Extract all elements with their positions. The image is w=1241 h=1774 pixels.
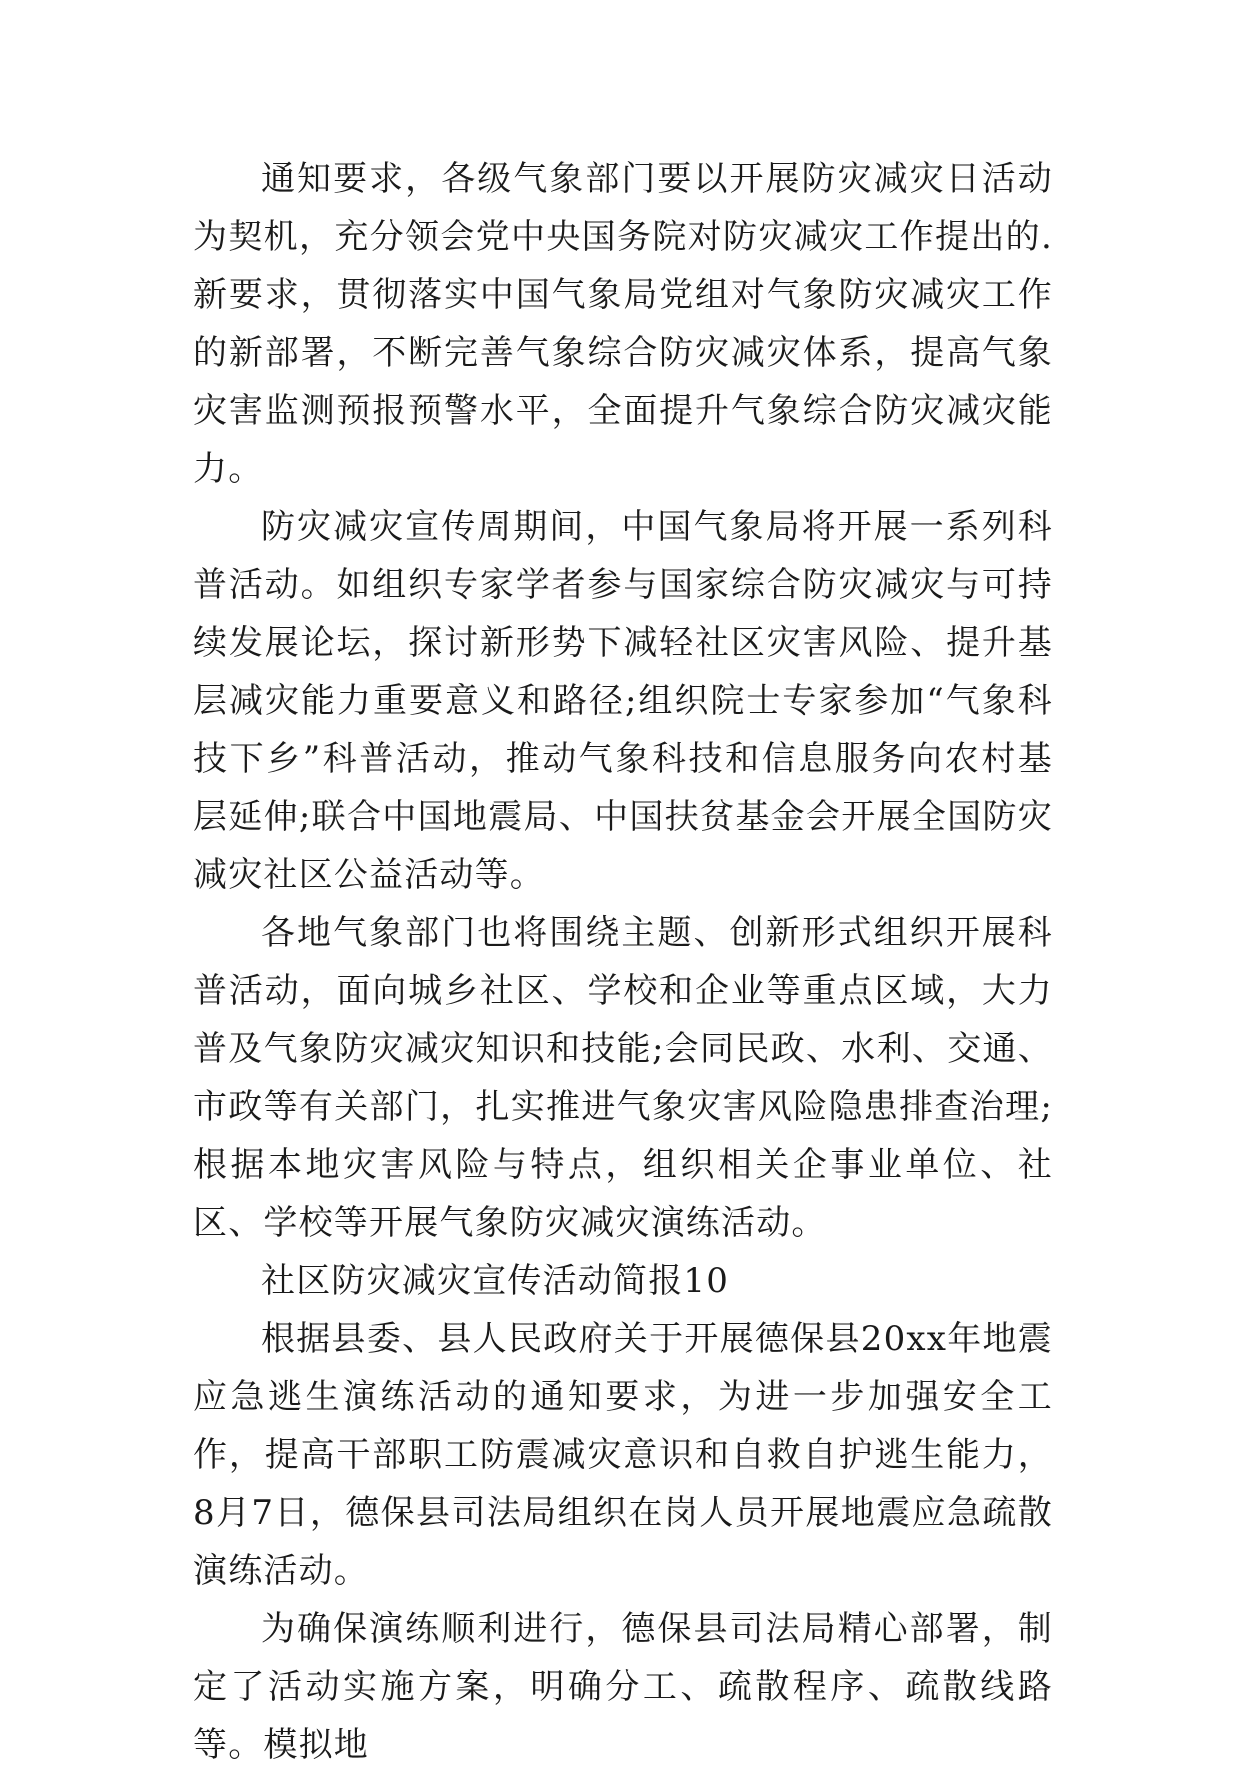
document-body (193, 150, 1053, 1774)
paragraph-notice-requirements: 通知要求，各级气象部门要以开展防灾减灾日活动为契机，充分领会党中央国务院对防灾减灾工作提出的.新要求，贯彻落实中国气象局党组对气象防灾减灾工作的新部署，不断完善气象综合防灾减灾体系，提高气象灾害监测预报预警水平，全面提升气象综合防灾减灾能力。 (193, 159, 1053, 489)
paragraph-publicity-week: 防灾减灾宣传周期间，中国气象局将开展一系列科普活动。如组织专家学者参与国家综合防灾减灾与可持续发展论坛，探讨新形势下减轻社区灾害风险、提升基层减灾能力重要意义和路径;组织院士专家参加“气象科技下乡”科普活动，推动气象科技和信息服务向农村基层延伸;联合中国地震局、中国扶贫基金会开展全国防灾减灾社区公益活动等。 (193, 507, 1053, 895)
paragraph-local-departments: 各地气象部门也将围绕主题、创新形式组织开展科普活动，面向城乡社区、学校和企业等重点区域，大力普及气象防灾减灾知识和技能;会同民政、水利、交通、市政等有关部门，扎实推进气象灾害风险隐患排查治理;根据本地灾害风险与特点，组织相关企事业单位、社区、学校等开展气象防灾减灾演练活动。 (193, 913, 1054, 1243)
section-heading: 社区防灾减灾宣传活动简报10 (261, 1261, 730, 1301)
paragraph-drill-notice: 根据县委、县人民政府关于开展德保县20xx年地震应急逃生演练活动的通知要求，为进一步加强安全工作，提高干部职工防震减灾意识和自救自护逃生能力，8月7日，德保县司法局组织在岗人员开展地震应急疏散演练活动。 (193, 1319, 1053, 1591)
paragraph-drill-preparation: 为确保演练顺利进行，德保县司法局精心部署，制定了活动实施方案，明确分工、疏散程序、疏散线路等。模拟地 (193, 1609, 1053, 1765)
